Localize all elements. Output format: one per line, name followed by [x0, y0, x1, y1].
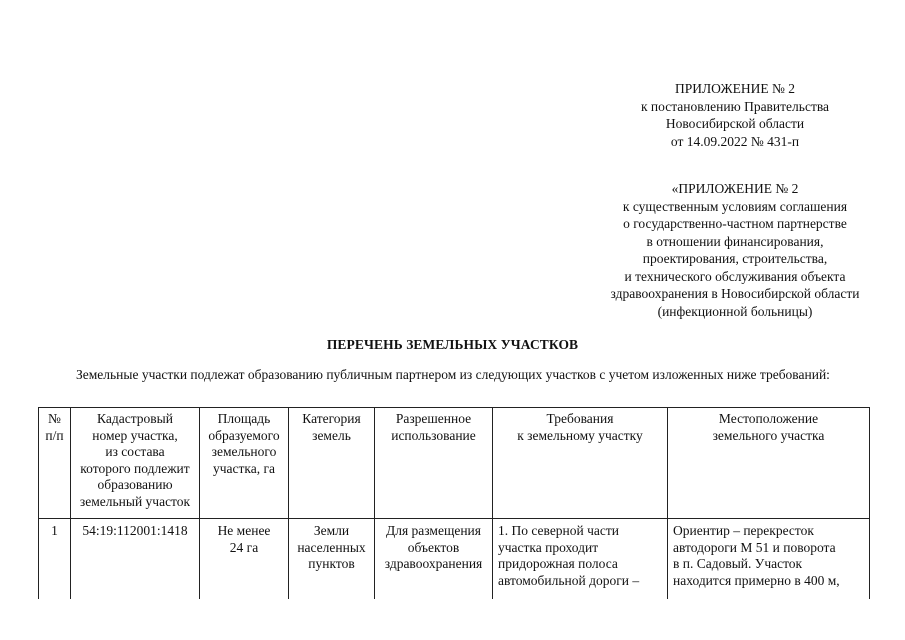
- cell-land-category: [289, 519, 375, 600]
- header-line: Кадастровый: [97, 411, 173, 426]
- cell-line: 1. По северной части: [498, 523, 620, 538]
- header-line: образованию: [97, 477, 173, 492]
- header-line: образуемого: [208, 427, 280, 443]
- cell-line: находится примерно в 400 м,: [673, 572, 840, 588]
- header-cell-area: [200, 408, 289, 519]
- header-cell-location: [668, 408, 870, 519]
- cell-line: населенных: [297, 539, 366, 555]
- table-row: [39, 519, 870, 600]
- cell-line: пунктов: [308, 556, 355, 571]
- header-line: которого подлежит: [80, 460, 190, 476]
- appendix-header-2-line: в отношении финансирования,: [646, 233, 824, 249]
- cell-line: 24 га: [229, 539, 259, 555]
- cell-line: Ориентир – перекресток: [673, 523, 814, 538]
- table-header: [39, 408, 870, 519]
- header-line: участка, га: [212, 460, 276, 476]
- header-cell-permitted-use: [375, 408, 493, 519]
- header-line: к земельному участку: [517, 427, 643, 443]
- header-line: п/п: [45, 427, 64, 443]
- appendix-header-2-line: здравоохранения в Новосибирской области: [610, 286, 860, 301]
- header-line: использование: [391, 427, 476, 443]
- appendix-header-2-line: к существенным условиям соглашения: [622, 198, 848, 214]
- cell-line: Земли: [313, 523, 350, 538]
- appendix-header-line: к постановлению Правительства: [640, 98, 830, 114]
- cell-cadastral-number: [71, 519, 200, 600]
- header-line: земель: [312, 427, 351, 443]
- table-body: [39, 519, 870, 600]
- appendix-header-2: [585, 180, 885, 320]
- cell-location: [668, 519, 870, 600]
- cell-requirements: [493, 519, 668, 600]
- header-line: земельный участок: [79, 493, 191, 509]
- cell-area: [200, 519, 289, 600]
- appendix-header-2-line: и технического обслуживания объекта: [624, 268, 846, 284]
- header-line: номер участка,: [92, 427, 178, 443]
- cell-line: автодороги М 51 и поворота: [673, 539, 836, 555]
- cell-line: Не менее: [217, 523, 271, 538]
- intro-paragraph: Земельные участки подлежат образованию публичным партнером из следующих участков с учетом изложенных ниже требований:: [76, 367, 830, 382]
- header-line: земельного участка: [712, 427, 825, 443]
- header-line: Площадь: [217, 411, 271, 426]
- header-line: Требования: [546, 411, 614, 426]
- header-line: Разрешенное: [395, 411, 472, 426]
- cell-line: участка проходит: [498, 539, 599, 555]
- cell-line: 54:19:112001:1418: [82, 523, 188, 538]
- appendix-header-line: Новосибирской области: [665, 116, 805, 131]
- appendix-header-2-line: «ПРИЛОЖЕНИЕ № 2: [671, 181, 799, 196]
- header-cell-number: [39, 408, 71, 519]
- header-cell-land-category: [289, 408, 375, 519]
- land-plots-table: [38, 407, 870, 599]
- header-line: №: [48, 411, 61, 426]
- cell-number: [39, 519, 71, 600]
- appendix-header-2-line: о государственно-частном партнерстве: [623, 216, 847, 231]
- header-cell-cadastral-number: [71, 408, 200, 519]
- cell-line: здравоохранения: [384, 556, 483, 571]
- cell-line: Для размещения: [386, 523, 481, 538]
- cell-line: 1: [51, 523, 58, 538]
- appendix-header-line: ПРИЛОЖЕНИЕ № 2: [674, 81, 796, 96]
- cell-line: в п. Садовый. Участок: [673, 556, 803, 571]
- header-cell-requirements: [493, 408, 668, 519]
- appendix-header: [590, 80, 880, 150]
- document-title: ПЕРЕЧЕНЬ ЗЕМЕЛЬНЫХ УЧАСТКОВ: [326, 337, 579, 352]
- cell-permitted-use: [375, 519, 493, 600]
- table-header-row: [39, 408, 870, 519]
- header-line: из состава: [105, 444, 165, 459]
- header-line: земельного: [211, 444, 277, 459]
- cell-line: придорожная полоса: [498, 556, 618, 571]
- appendix-header-2-line: проектирования, строительства,: [642, 251, 828, 266]
- appendix-header-2-line: (инфекционной больницы): [657, 303, 813, 319]
- appendix-header-line: от 14.09.2022 № 431-п: [670, 133, 800, 149]
- header-line: Категория: [302, 411, 361, 426]
- cell-line: объектов: [407, 539, 460, 555]
- cell-line: автомобильной дороги –: [498, 572, 640, 588]
- header-line: Местоположение: [718, 411, 819, 426]
